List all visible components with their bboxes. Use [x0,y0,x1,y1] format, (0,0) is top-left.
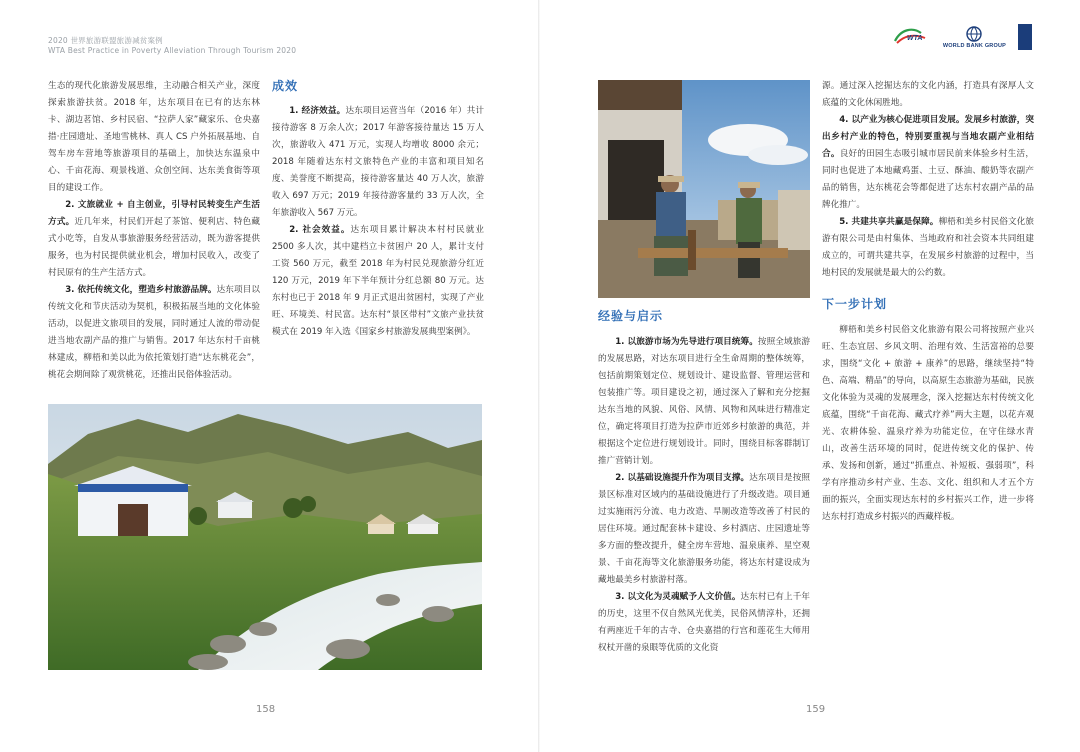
paragraph-lead: 1. 经济效益。 [289,106,346,116]
left-column-1 [48,78,260,384]
villagers-photo-illustration [598,80,810,298]
world-bank-logo [943,26,1006,49]
partner-logos [891,24,1032,50]
paragraph-body: 达东项目运营当年（2016 年）共计接待游客 8 万余人次；2017 年游客接待量达 15 万人次，旅游收入 471 万元，实现人均增收 8000 余元；2018 年随着达东村文旅特色产业的丰富和项目知名度、美誉度不断提高，接待游客量达 40 万人次，旅游收入 697 万元；2019 年接待游客量约 33 万人次，全年旅游收入 567 万元。 [272,106,484,218]
paragraph [48,282,260,384]
section-heading-next-steps: 下一步计划 [822,297,888,311]
paragraph [598,334,810,470]
wta-logo-text: WTA [906,35,923,42]
right-column-2 [822,78,1034,526]
paragraph: 生态的现代化旅游发展思维，主动融合相关产业，深度探索旅游扶贫。2018 年，达东项目在已有的达东林卡、湖边茗馆、乡村民宿、“拉萨人家”藏家乐、仓央嘉措·庄园遗址、圣地雪桃林、真人 CS 户外拓展基地、自驾车房车营地等旅游项目的基础上，加快达东温泉中心、千亩花海、观景栈道、众创空间、达东美食街等项目的建设工作。 [48,81,260,193]
right-page [540,0,1080,752]
globe-icon [964,26,984,42]
wta-logo [891,25,931,49]
wta-logo-mark [891,25,931,49]
paragraph [272,103,484,222]
right-column-1 [598,308,810,657]
left-column-2 [272,78,484,341]
villagers-photo [598,80,810,298]
institution-logo [1018,24,1032,50]
landscape-photo [48,404,482,670]
paragraph-lead: 4. 以产业为核心促进项目发展。发展乡村旅游，突出乡村产业的特色，特别要重视与当地农副产业相结合。 [822,115,1034,159]
paragraph: 柳梧和美乡村民俗文化旅游有限公司将按照产业兴旺、生态宜居、乡风文明、治理有效、生活富裕的总要求，围绕“文化 + 旅游 + 康养”的思路，继续坚持“特色、高端、精品”的导向，以高原生态旅游为基础，民族文化体验为灵魂的发展理念，深入挖掘达东村传统文化底蕴，围绕“千亩花海、藏式疗养”两大主题，以花卉观光、农耕体验、温泉疗养为功能定位，在守住绿水青山，改善生活环境的同时，促进传统文化的保护、传承、发扬和创新，通过“抓重点、补短板、强弱项”，科学有序推动乡村产业、生态、文化、组织和人才五个方面的振兴，全面实现达东村的乡村振兴工作，进一步将达东村打造成乡村振兴的西藏样板。 [822,325,1034,522]
paragraph-lead: 2. 以基础设施提升作为项目支撑。 [615,473,750,483]
page-number-right: 159 [806,704,826,715]
paragraph-body: 达东项目是按照景区标准对区域内的基础设施进行了升级改造。项目通过实施雨污分流、电力改造、旱厕改造等改善了村民的居住环境。通过配套林卡建设、乡村酒店、庄园遗址等多方面的整改提升，健全房车营地、温泉康养、星空观景、千亩花海等文化旅游服务功能，将达东村建设成为藏地最美乡村旅游村落。 [598,473,810,585]
paragraph [598,589,810,657]
paragraph-body: 良好的田园生态吸引城市居民前来体验乡村生活，同时也促进了本地藏鸡蛋、土豆、酥油、酸奶等农副产品的销售，达东桃花会等都促进了达东村农副产品的品牌化推广。 [822,149,1034,210]
running-header [48,36,296,56]
section-heading-lessons: 经验与启示 [598,309,664,323]
paragraph-lead: 5. 共建共享共赢是保障。 [839,217,939,227]
paragraph-lead: 2. 社会效益。 [289,225,351,235]
paragraph-body: 近几年来，村民们开起了茶馆、便利店、特色藏式小吃等，自发从事旅游服务经营活动，既为游客提供服务，也为村民提供就业机会，增加村民收入，改变了村民原有的生产生活方式。 [48,217,260,278]
paragraph: 源。通过深入挖掘达东的文化内涵，打造具有深厚人文底蕴的文化休闲胜地。 [822,81,1034,108]
paragraph-body: 达东村已有上千年的历史，这里不仅自然风光优美，民俗风情淳朴，还拥有两座近千年的古寺、仓央嘉措的行宫和莲花生大师用权杖开凿的泉眼等优质的文化资 [598,592,810,653]
paragraph-lead: 3. 依托传统文化，塑造乡村旅游品牌。 [65,285,217,295]
paragraph [822,214,1034,282]
paragraph [822,112,1034,214]
paragraph-body: 达东项目累计解决本村村民就业 2500 多人次，其中建档立卡贫困户 20 人，累计支付工资 560 万元，截至 2018 年为村民兑现旅游分红近 120 万元，2019 年下半年预计分红总额 80 万元。达东村也已于 2018 年 9 月正式退出贫困村，实现了产业旺、环境美、村民富。达东村“景区带村”文旅产业扶贫模式在 2019 年入选《国家乡村旅游发展典型案例》。 [272,225,484,337]
paragraph [48,197,260,282]
paragraph-lead: 3. 以文化为灵魂赋予人文价值。 [615,592,741,602]
world-bank-logo-text: WORLD BANK GROUP [942,42,1006,49]
paragraph-lead: 2. 文旅就业 + 自主创业，引导村民转变生产生活方式。 [48,200,260,227]
header-title-cn: 2020 世界旅游联盟旅游减贫案例 [48,36,163,45]
paragraph [272,222,484,341]
paragraph [598,470,810,589]
paragraph-lead: 1. 以旅游市场为先导进行项目统筹。 [615,337,758,347]
paragraph-body: 按照全域旅游的发展思路，对达东项目进行全生命周期的整体统筹，包括前期策划定位、规划设计、建设监督、管理运营和包装推广等。项目建设之初，通过深入了解和充分挖掘达东当地的风貌、风俗、风情、风物和风味进行精准定位，确定将项目打造为拉萨市近郊乡村旅游的典范，并根据这个定位进行规划设计。同时，围绕目标客群制订推广营销计划。 [598,337,810,466]
landscape-photo-illustration [48,404,482,670]
paragraph-body: 达东项目以传统文化和节庆活动为契机，积极拓展当地的文化体验活动，以促进文旅项目的发展，同时通过人流的带动促进当地农副产品的推广与销售。2017 年达东村千亩桃林建成，柳梧和美以此为依托策划打造“达东桃花会”，桃花会期间除了观赏桃花，还推出民俗体验活动。 [48,285,260,380]
section-heading-results: 成效 [272,79,299,93]
header-title-en: WTA Best Practice in Poverty Alleviation Through Tourism 2020 [48,46,297,55]
paragraph-body: 柳梧和美乡村民俗文化旅游有限公司是由村集体、当地政府和社会资本共同组建成立的，可谓共建共享，在发展乡村旅游的过程中，当地村民的发展就是最大的公约数。 [822,217,1034,278]
page-number-left: 158 [256,704,276,715]
